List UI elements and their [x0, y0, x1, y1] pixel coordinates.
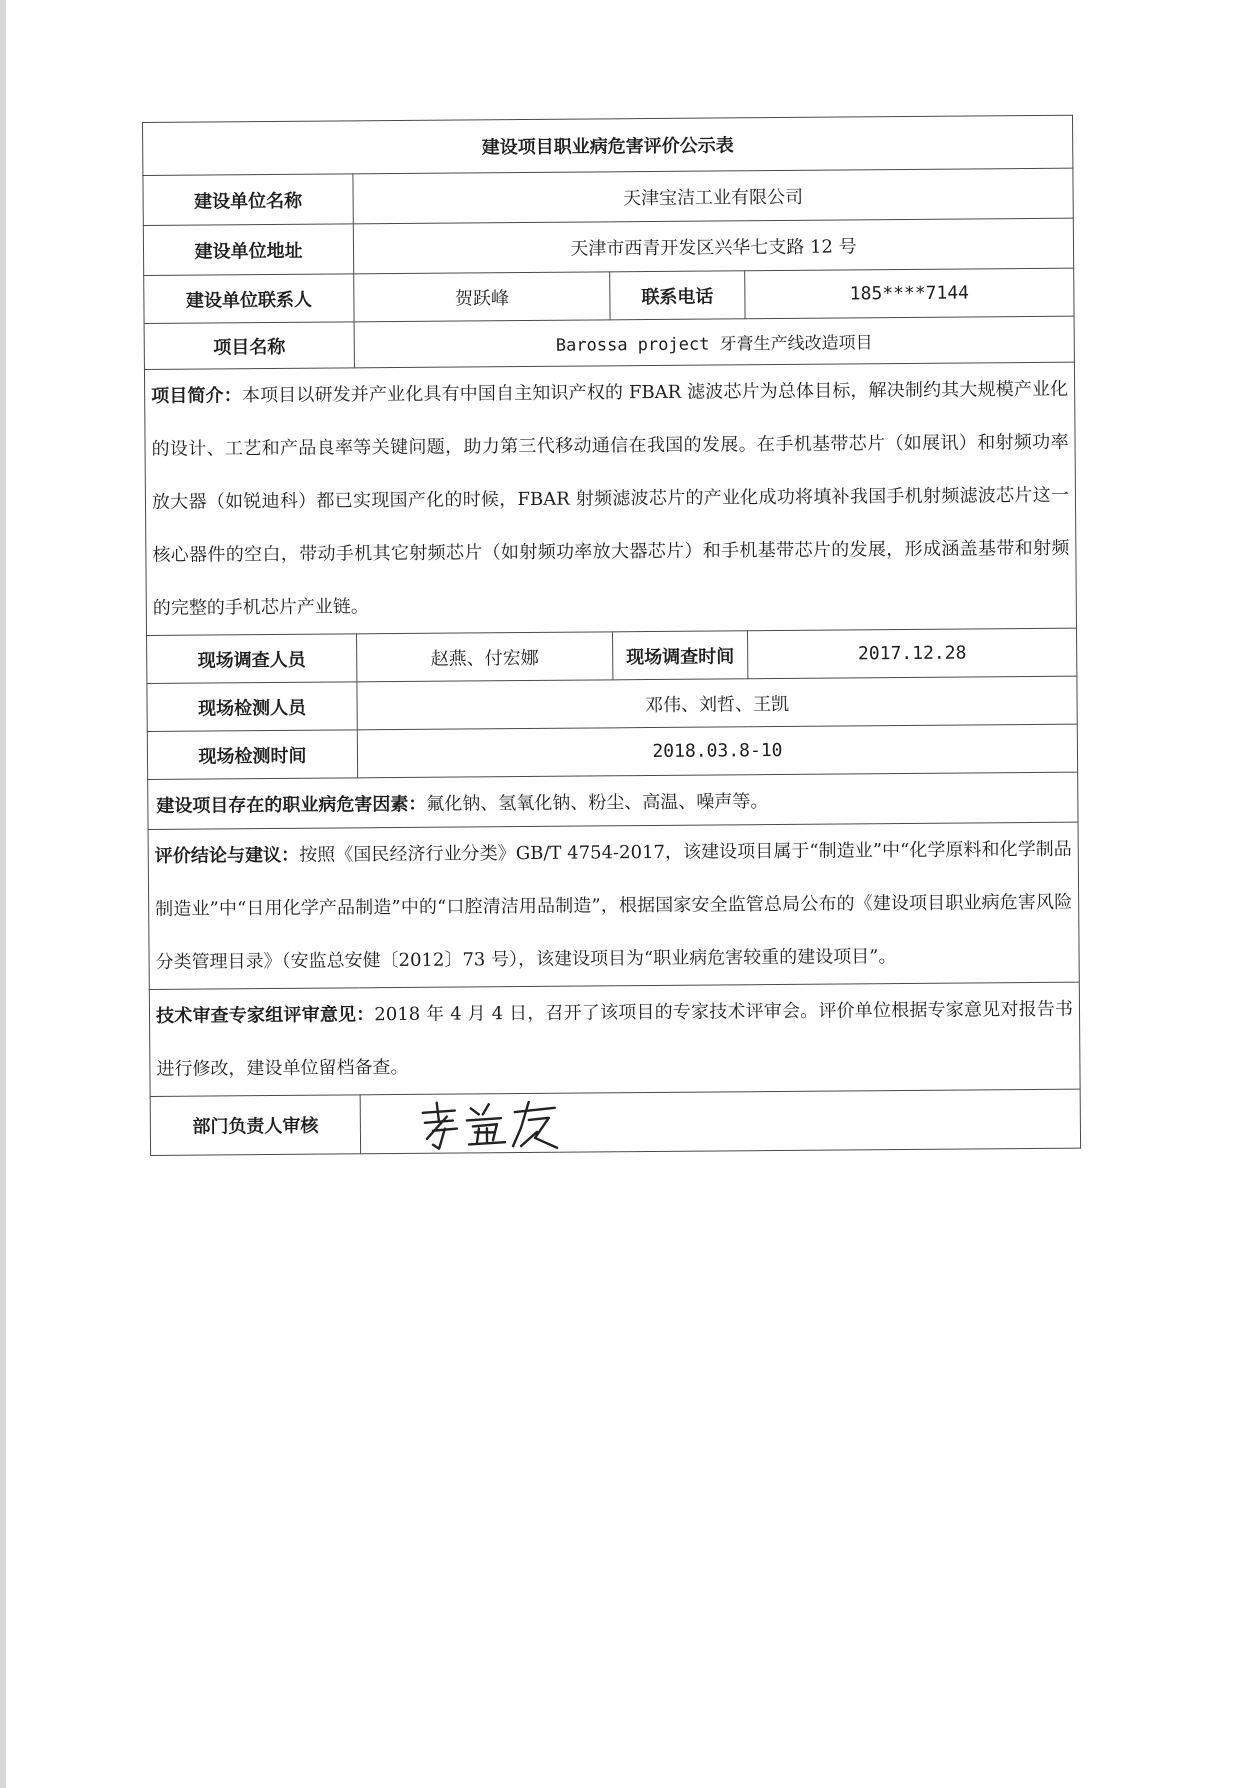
- project-name-label: 项目名称: [144, 322, 354, 370]
- handwritten-signature: [417, 1098, 567, 1153]
- hazard-factors: [148, 772, 1078, 829]
- approval-label: 部门负责人审核: [150, 1095, 360, 1156]
- detect-time-value: 2018.03.8-10: [357, 724, 1077, 778]
- detect-people-value: 邓伟、刘哲、王凯: [357, 676, 1077, 730]
- review-label: 技术审查专家组评审意见：: [155, 1004, 375, 1027]
- unit-address-label: 建设单位地址: [143, 224, 353, 276]
- phone-value: 185****7144: [745, 268, 1074, 319]
- intro-text: 本项目以研发并产业化具有中国自主知识产权的 FBAR 滤波芯片为总体目标，解决制约其大规模产业化的设计、工艺和产品良率等关键问题，助力第三代移动通信在我国的发展。在手机基带芯片（如展讯）和射频功率放大器（如锐迪科）都已实现国产化的时候，FBAR 射频滤波芯片的产业化成功将填补我国手机射频滤波芯片这一核心器件的空白，带动手机其它射频芯片（如射频功率放大器芯片）和手机基带芯片的发展，形成涵盖基带和射频的完整的手机芯片产业链。: [151, 378, 1070, 619]
- unit-address-value: 天津市西青开发区兴华七支路 12 号: [353, 218, 1073, 274]
- conclusion-text: 按照《国民经济行业分类》GB/T 4754-2017，该建设项目属于“制造业”中“化学原料和化学制品制造业”中“日用化学产品制造”中的“口腔清洁用品制造”，根据国家安全监管总局公布的《建设项目职业病危害风险分类管理目录》（安监总安健〔2012〕73 号），该建设项目为“职业病危害较重的建设项目”。: [155, 838, 1073, 973]
- expert-review: [149, 982, 1080, 1096]
- phone-label: 联系电话: [610, 271, 745, 320]
- survey-people-value: 赵燕、付宏娜: [357, 632, 613, 682]
- approval-signature: [360, 1089, 1080, 1154]
- hazard-label: 建设项目存在的职业病危害因素：: [156, 793, 427, 817]
- detect-people-label: 现场检测人员: [147, 682, 357, 732]
- survey-time-value: 2017.12.28: [748, 628, 1077, 679]
- intro-label: 项目简介：: [151, 385, 243, 407]
- survey-time-label: 现场调查时间: [613, 631, 748, 680]
- hazard-value: 氟化钠、氢氧化钠、粉尘、高温、噪声等。: [426, 790, 769, 815]
- evaluation-conclusion: [148, 822, 1079, 989]
- conclusion-label: 评价结论与建议：: [154, 844, 300, 867]
- contact-label: 建设单位联系人: [144, 274, 354, 324]
- unit-name-label: 建设单位名称: [143, 174, 353, 226]
- scan-edge: [0, 0, 6, 1788]
- unit-name-value: 天津宝洁工业有限公司: [353, 168, 1073, 224]
- project-name-value: Barossa project 牙膏生产线改造项目: [354, 316, 1074, 368]
- detect-time-label: 现场检测时间: [147, 730, 357, 780]
- form-table: [142, 115, 1081, 1156]
- project-intro: [144, 362, 1076, 635]
- form-title: 建设项目职业病危害评价公示表: [143, 115, 1073, 175]
- contact-value: 贺跃峰: [354, 272, 610, 322]
- survey-people-label: 现场调查人员: [147, 634, 357, 684]
- review-text: 2018 年 4 月 4 日，召开了该项目的专家技术评审会。评价单位根据专家意见对报告书进行修改，建设单位留档备查。: [156, 998, 1074, 1080]
- disclosure-form: [142, 115, 1080, 1156]
